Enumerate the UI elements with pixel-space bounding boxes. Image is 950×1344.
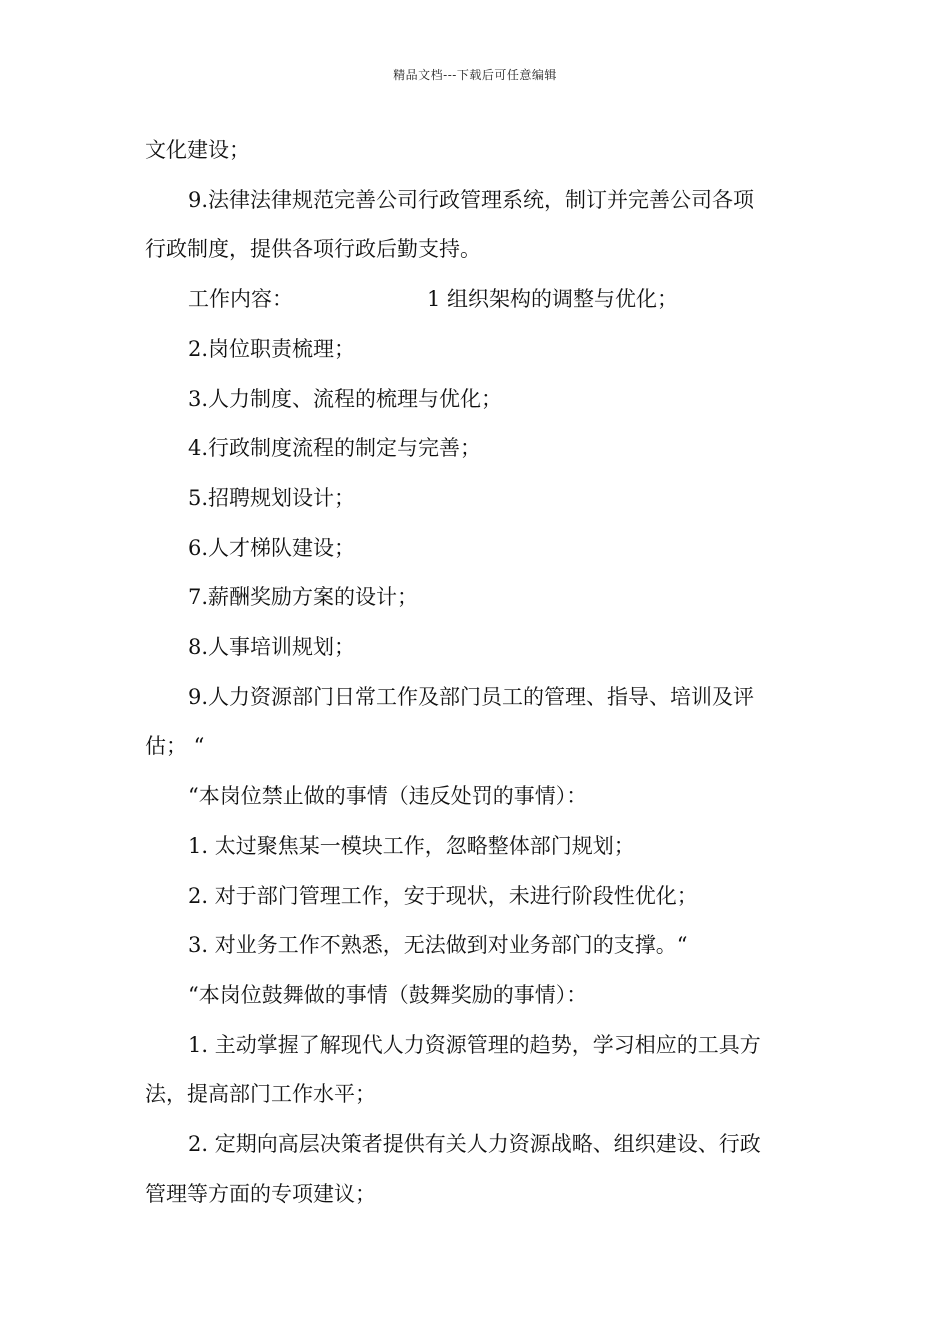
text-line: 行政制度，提供各项行政后勤支持。: [145, 237, 481, 262]
text-line: 2.岗位职责梳理；: [188, 336, 356, 361]
text-line: “本岗位禁止做的事情（违反处罚的事情）：: [188, 784, 588, 809]
document-body: [145, 126, 810, 1219]
text-line: 2. 定期向高层决策者提供有关人力资源战略、组织建设、行政: [188, 1132, 761, 1157]
text-line: 1. 主动掌握了解现代人力资源管理的趋势，学习相应的工具方: [188, 1032, 761, 1057]
page-header: 精品文档---下载后可任意编辑: [393, 68, 557, 82]
text-line: “本岗位鼓舞做的事情（鼓舞奖励的事情）：: [188, 982, 588, 1007]
text-line: 估； “: [145, 734, 205, 759]
text-line: 管理等方面的专项建议；: [145, 1181, 376, 1206]
text-line: 法，提高部门工作水平；: [145, 1082, 376, 1107]
text-line: 9.人力资源部门日常工作及部门员工的管理、指导、培训及评: [188, 684, 755, 709]
text-line: 文化建设；: [145, 138, 250, 162]
work-content-item: 1 组织架构的调整与优化；: [427, 287, 679, 312]
work-content-label: 工作内容：: [188, 287, 293, 312]
text-line: 2. 对于部门管理工作，安于现状，未进行阶段性优化；: [188, 883, 698, 908]
text-line: 3. 对业务工作不熟悉，无法做到对业务部门的支撑。“: [188, 933, 688, 958]
text-line: 4.行政制度流程的制定与完善；: [188, 436, 482, 461]
text-line: 7.薪酬奖励方案的设计；: [188, 585, 419, 610]
text-line: 8.人事培训规划；: [188, 635, 356, 660]
text-line: 5.招聘规划设计；: [188, 485, 356, 510]
text-line: 3.人力制度、流程的梳理与优化；: [188, 386, 503, 411]
work-content-line: [145, 275, 810, 325]
text-line: 9.法律法律规范完善公司行政管理系统，制订并完善公司各项: [188, 187, 755, 212]
text-line: 6.人才梯队建设；: [188, 535, 356, 560]
text-line: 1. 太过聚焦某一模块工作，忽略整体部门规划；: [188, 833, 635, 858]
